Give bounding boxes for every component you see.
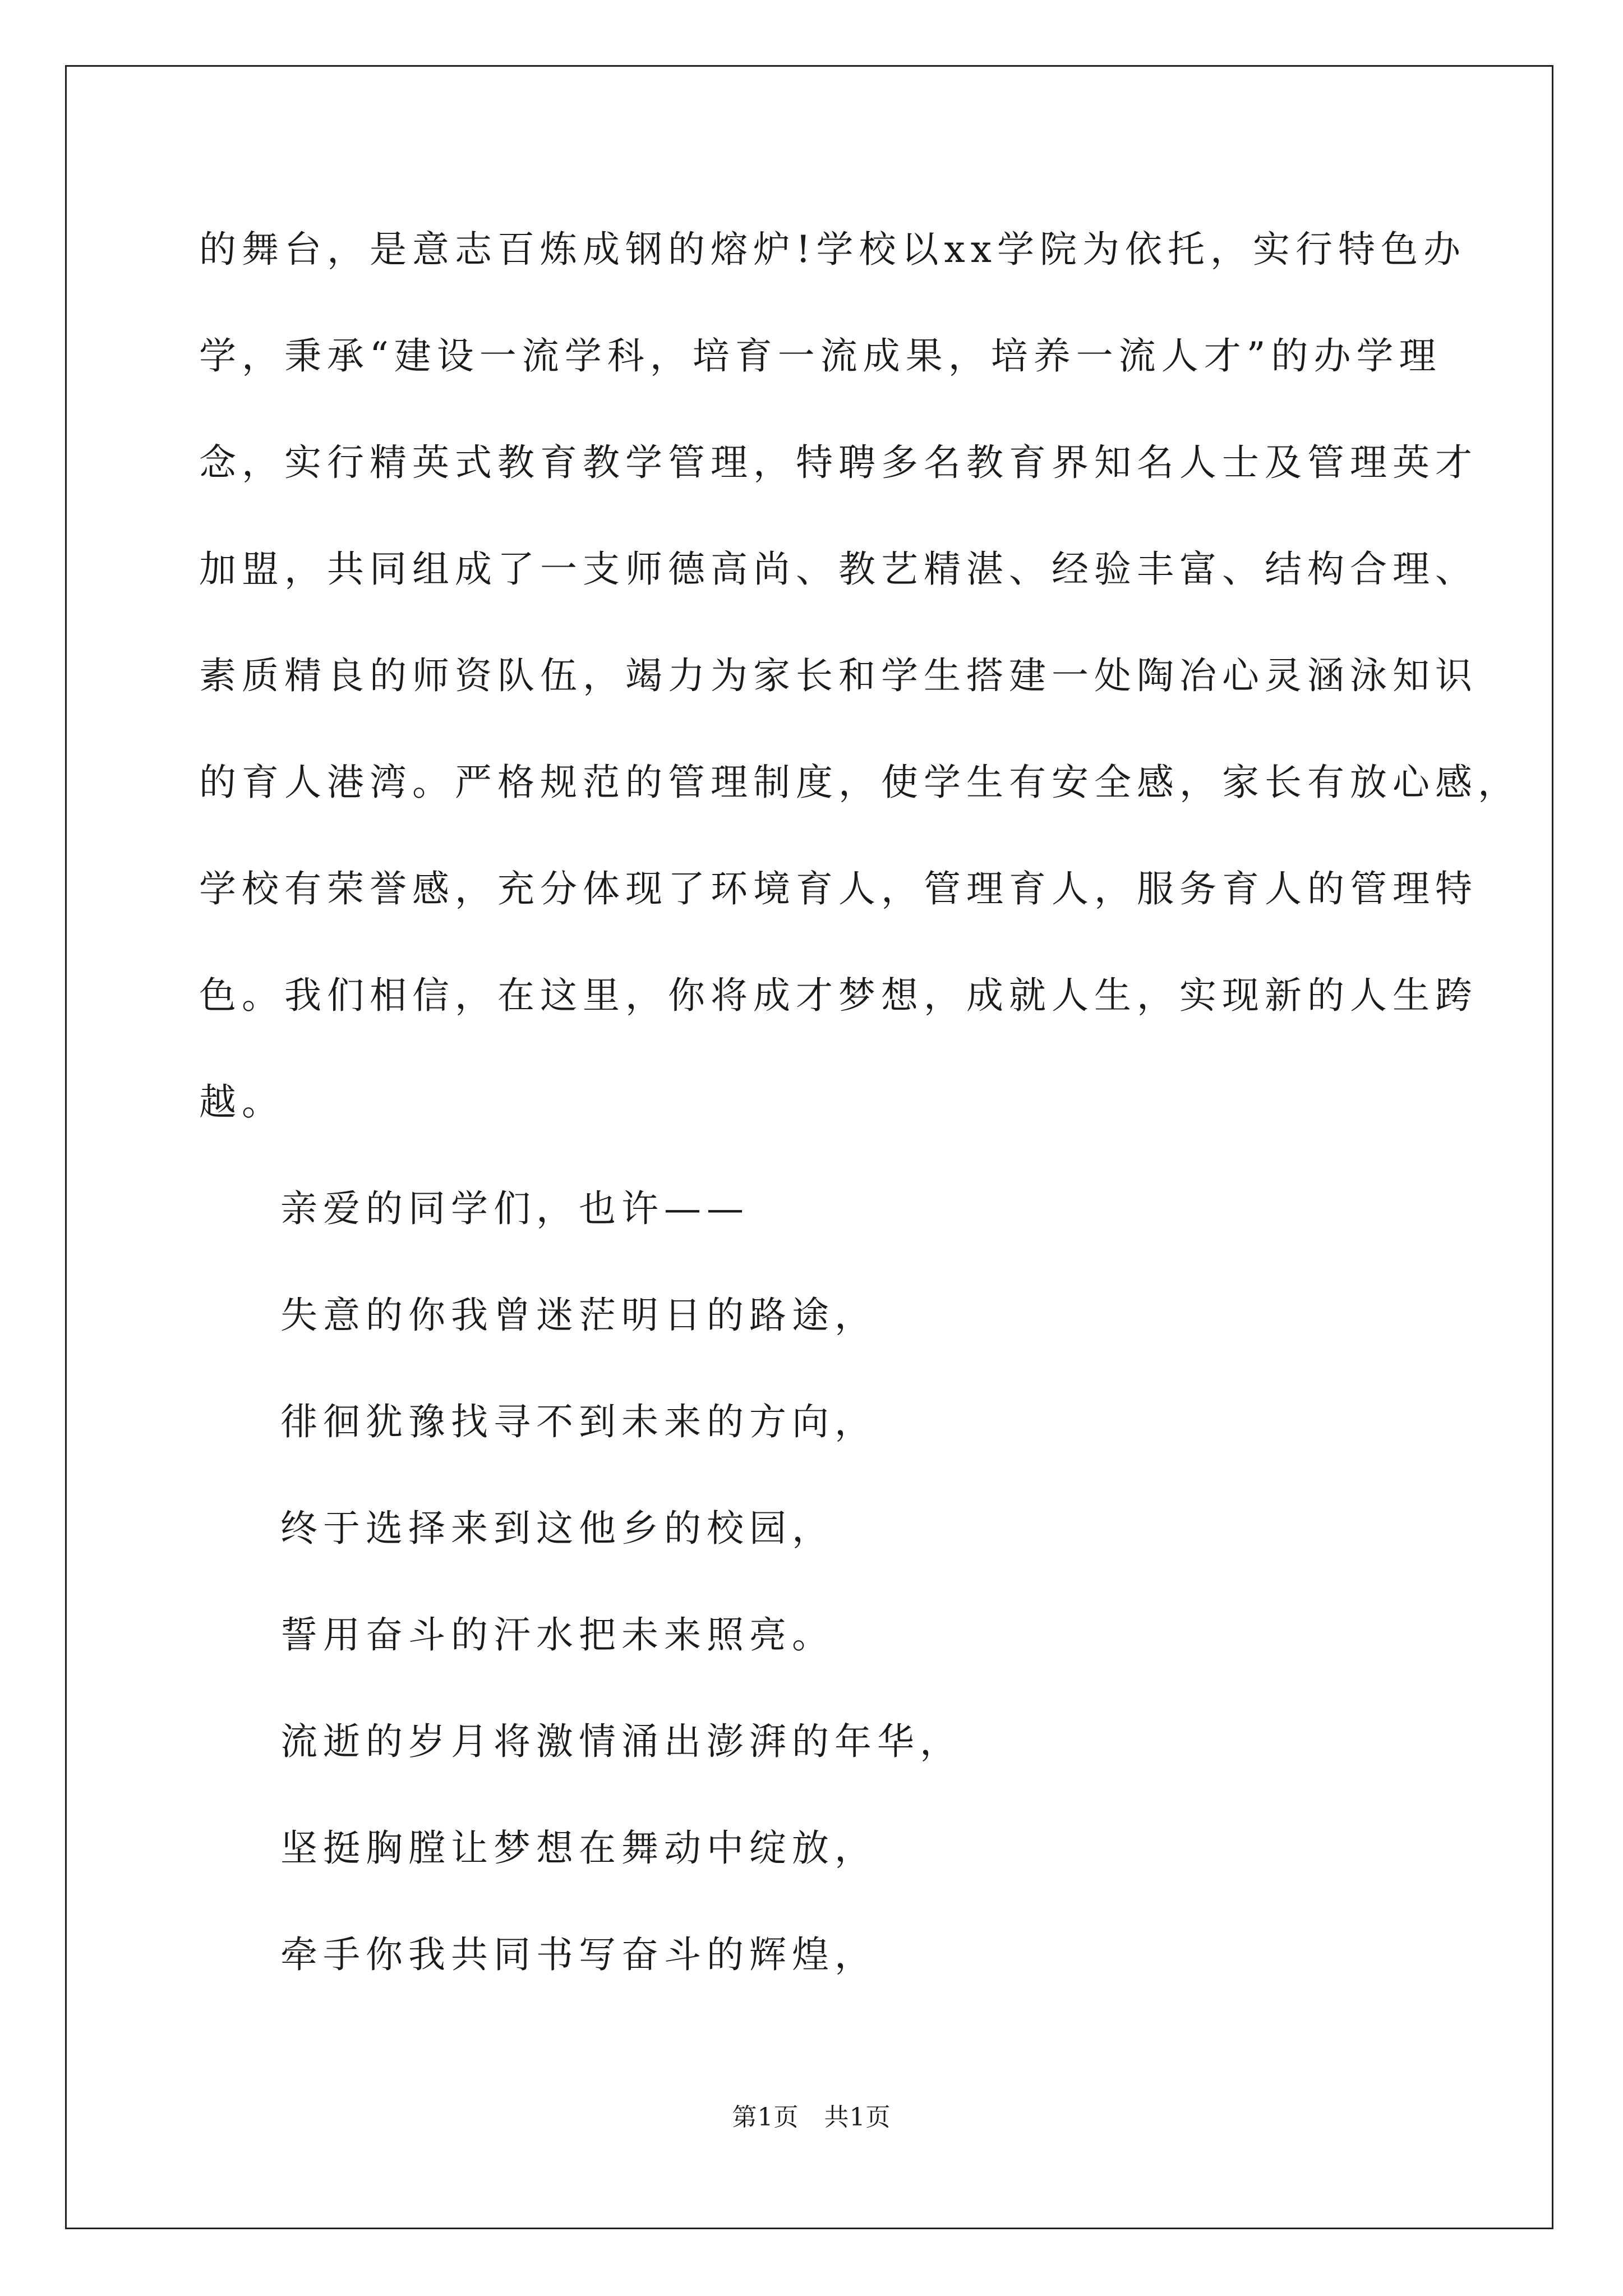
page-footer: 第1页 共1页: [732, 2103, 891, 2132]
poem-line: 坚挺胸膛让梦想在舞动中绽放，: [280, 1826, 877, 1870]
poem-line: 流逝的岁月将激情涌出澎湃的年华，: [280, 1720, 962, 1763]
poem-line: 失意的你我曾迷茫明日的路途，: [280, 1294, 877, 1337]
paragraph-line: 学，秉承“建设一流学科，培育一流成果，培养一流人才”的办学理: [199, 334, 1442, 378]
poem-line: 亲爱的同学们，也许——: [280, 1187, 749, 1230]
paragraph-line: 的舞台，是意志百炼成钢的熔炉!学校以xx学院为依托，实行特色办: [199, 228, 1466, 271]
paragraph-line: 越。: [199, 1080, 284, 1124]
paragraph-line: 色。我们相信，在这里，你将成才梦想，成就人生，实现新的人生跨: [199, 974, 1478, 1017]
paragraph-line: 素质精良的师资队伍，竭力为家长和学生搭建一处陶冶心灵涵泳知识: [199, 654, 1478, 697]
paragraph-line: 学校有荣誉感，充分体现了环境育人，管理育人，服务育人的管理特: [199, 867, 1478, 910]
poem-line: 徘徊犹豫找寻不到未来的方向，: [280, 1400, 877, 1443]
paragraph-line: 加盟，共同组成了一支师德高尚、教艺精湛、经验丰富、结构合理、: [199, 547, 1478, 591]
poem-line: 终于选择来到这他乡的校园，: [280, 1507, 834, 1550]
poem-line: 牵手你我共同书写奋斗的辉煌，: [280, 1933, 877, 1976]
poem-line: 誓用奋斗的汗水把未来照亮。: [280, 1613, 834, 1657]
paragraph-line: 念，实行精英式教育教学管理，特聘多名教育界知名人士及管理英才: [199, 441, 1478, 484]
paragraph-line: 的育人港湾。严格规范的管理制度，使学生有安全感，家长有放心感，: [199, 761, 1520, 804]
page-border: [65, 65, 1553, 2229]
